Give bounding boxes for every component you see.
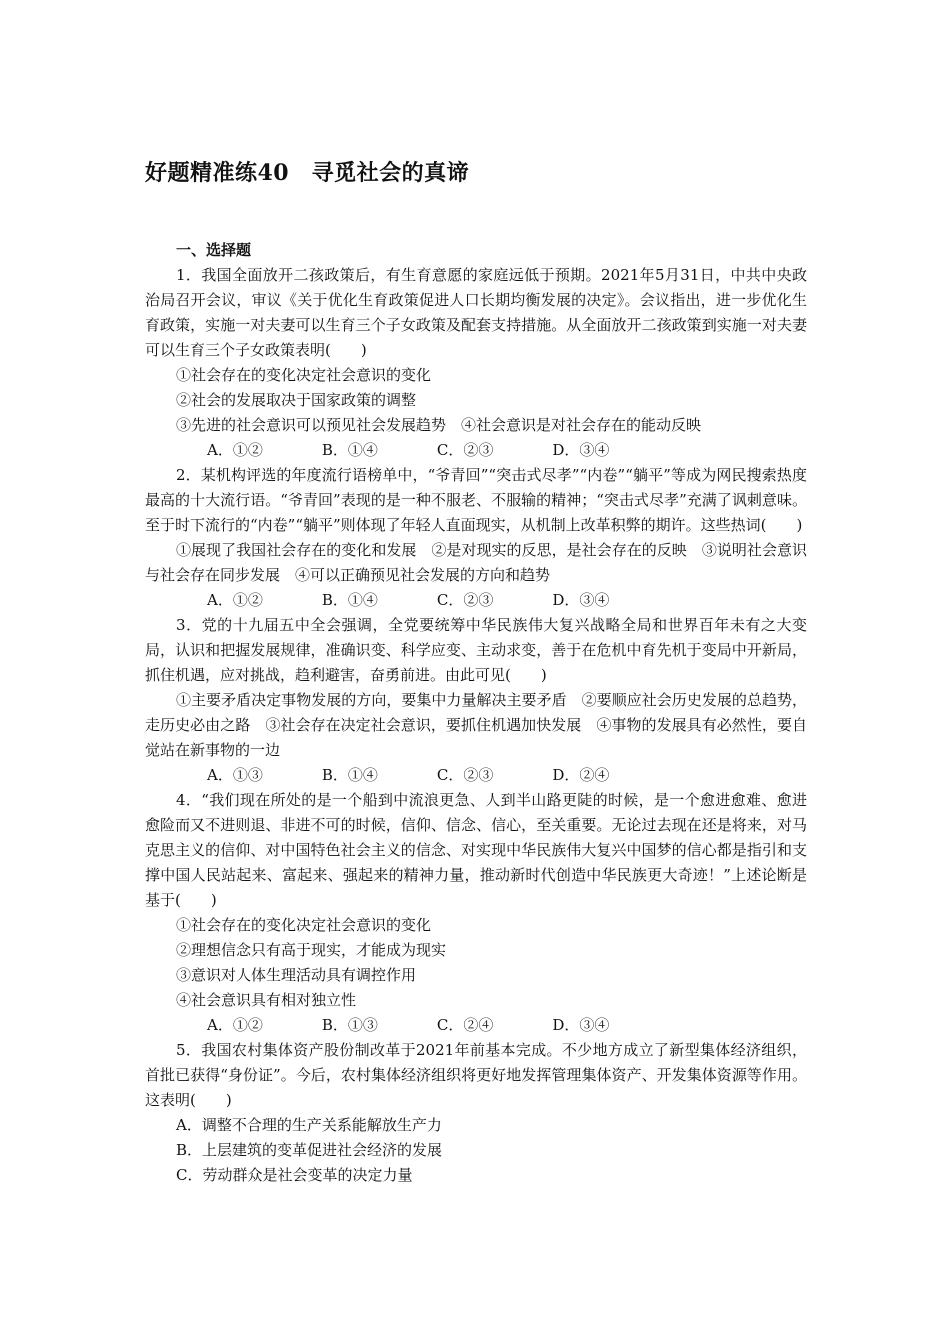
answer-option: D．②④ (552, 766, 610, 784)
question-statement: ①社会存在的变化决定社会意识的变化 (176, 366, 432, 384)
answer-option: B．上层建筑的变革促进社会经济的发展 (176, 1141, 443, 1159)
document-body (145, 238, 807, 1188)
answer-option: A．①② (207, 441, 263, 459)
answer-options (145, 438, 807, 463)
answer-option: D．③④ (552, 441, 610, 459)
page-title: 好题精准练40 寻觅社会的真谛 (145, 160, 470, 186)
question-statement: ②理想信念只有高于现实，才能成为现实 (176, 941, 447, 959)
answer-options (145, 588, 807, 613)
answer-option: D．③④ (552, 591, 610, 609)
answer-option: C．②③ (436, 591, 494, 609)
question-statement: ④社会意识具有相对独立性 (176, 991, 357, 1009)
question-stem: 4．“我们现在所处的是一个船到中流浪更急、人到半山路更陡的时候，是一个愈进愈难、愈进愈险而又不进则退、非进不可的时候，信仰、信念、信心，至关重要。无论过去现在还是将来，对马克思主义的信仰、对中国特色社会主义的信念、对实现中华民族伟大复兴中国梦的信心都是指引和支撑中国人民站起来、富起来、强起来的精神力量，推动新时代创造中华民族更大奇迹！”上述论断是基于( ) (145, 791, 807, 909)
answer-option: A．①③ (207, 766, 263, 784)
question-statement: ③先进的社会意识可以预见社会发展趋势 ④社会意识是对社会存在的能动反映 (176, 416, 702, 434)
question-stem: 3．党的十九届五中全会强调，全党要统筹中华民族伟大复兴战略全局和世界百年未有之大变局，认识和把握发展规律，准确识变、科学应变、主动求变，善于在危机中育先机于变局中开新局，抓住机遇，应对挑战，趋利避害，奋勇前进。由此可见( ) (145, 616, 807, 684)
section-heading: 一、选择题 (176, 241, 252, 259)
answer-option: B．①④ (321, 441, 378, 459)
answer-option: A．①② (207, 1016, 263, 1034)
question-statement: ①社会存在的变化决定社会意识的变化 (176, 916, 432, 934)
answer-option: C．劳动群众是社会变革的决定力量 (176, 1166, 413, 1184)
answer-option: B．①④ (321, 591, 378, 609)
question-stem: 2．某机构评选的年度流行语榜单中，“爷青回”“突击式尽孝”“内卷”“躺平”等成为网民搜索热度最高的十大流行语。“爷青回”表现的是一种不服老、不服输的精神；“突击式尽孝”充满了讽刺意味。至于时下流行的“内卷”“躺平”则体现了年轻人直面现实，从机制上改革积弊的期许。这些热词( ) (145, 466, 807, 534)
answer-option: C．②④ (436, 1016, 494, 1034)
answer-options (145, 1013, 807, 1038)
question-stem: 1．我国全面放开二孩政策后，有生育意愿的家庭远低于预期。2021年5月31日，中共中央政治局召开会议，审议《关于优化生育政策促进人口长期均衡发展的决定》。会议指出，进一步优化生育政策，实施一对夫妻可以生育三个子女政策及配套支持措施。从全面放开二孩政策到实施一对夫妻可以生育三个子女政策表明( ) (145, 266, 807, 359)
question-statement: ③意识对人体生理活动具有调控作用 (176, 966, 417, 984)
answer-option: B．①③ (321, 1016, 378, 1034)
answer-options (145, 763, 807, 788)
answer-option: A．调整不合理的生产关系能解放生产力 (176, 1116, 442, 1134)
question-stem: 5．我国农村集体资产股份制改革于2021年前基本完成。不少地方成立了新型集体经济组织，首批已获得“身份证”。今后，农村集体经济组织将更好地发挥管理集体资产、开发集体资源等作用。这表明( ) (145, 1041, 807, 1109)
question-statement: ②社会的发展取决于国家政策的调整 (176, 391, 417, 409)
answer-option: B．①④ (321, 766, 378, 784)
answer-option: C．②③ (436, 441, 494, 459)
answer-option: A．①② (207, 591, 263, 609)
question-statement: ①主要矛盾决定事物发展的方向，要集中力量解决主要矛盾 ②要顺应社会历史发展的总趋势，走历史必由之路 ③社会存在决定社会意识，要抓住机遇加快发展 ④事物的发展具有必然性，要自觉站在新事物的一边 (145, 691, 807, 759)
answer-option: D．③④ (552, 1016, 610, 1034)
answer-option: C．②③ (436, 766, 494, 784)
question-statement: ①展现了我国社会存在的变化和发展 ②是对现实的反思，是社会存在的反映 ③说明社会意识与社会存在同步发展 ④可以正确预见社会发展的方向和趋势 (145, 541, 807, 584)
